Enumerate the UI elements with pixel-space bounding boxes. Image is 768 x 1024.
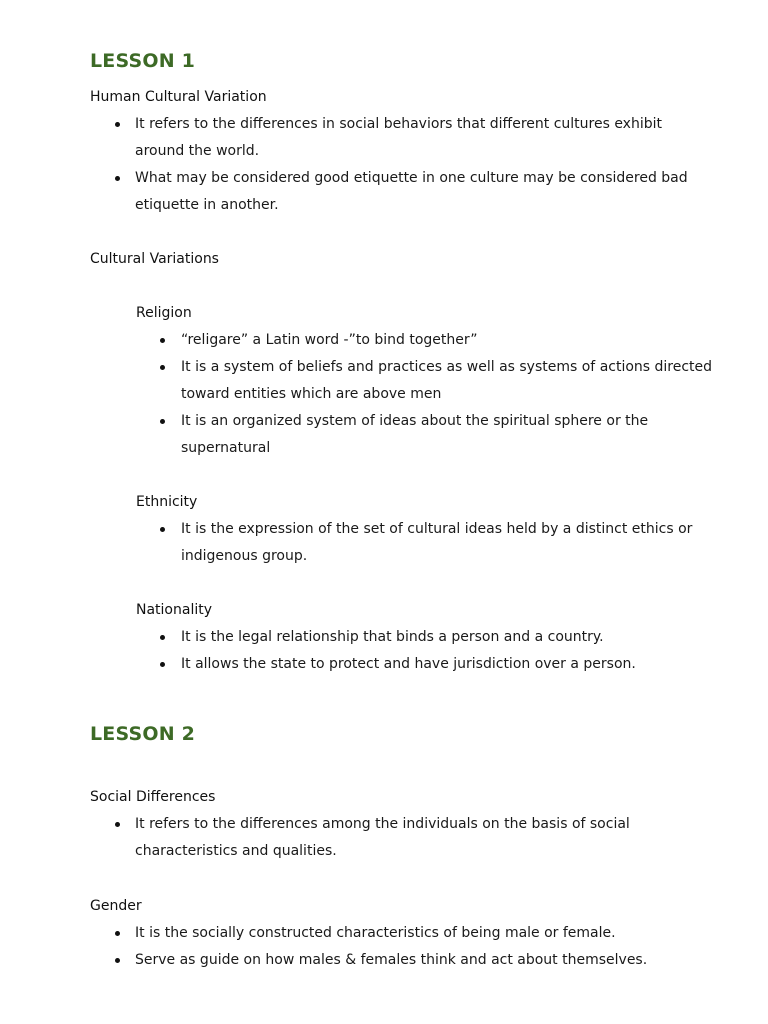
gender-heading: Gender [90,898,142,914]
social-differences-bullet-1: It refers to the differences among the individuals on the basis of social characteristics and qualities. [135,816,630,859]
religion-bullet-1: “religare” a Latin word -”to bind together” [181,332,478,348]
nationality-heading: Nationality [136,602,213,618]
religion-heading: Religion [136,305,192,321]
ethnicity-bullet-1: It is the expression of the set of cultural ideas held by a distinct ethics or indigenous group. [181,521,693,564]
bullet-icon [115,122,120,127]
bullet-icon [160,419,165,424]
social-differences-heading: Social Differences [90,789,216,805]
religion-bullet-3: It is an organized system of ideas about the spiritual sphere or the supernatural [181,413,649,456]
human-cultural-variation-heading: Human Cultural Variation [90,89,267,105]
bullet-icon [115,822,120,827]
hcv-bullet-2: What may be considered good etiquette in one culture may be considered bad etiquette in another. [135,170,688,213]
bullet-icon [160,662,165,667]
ethnicity-heading: Ethnicity [136,494,198,510]
cultural-variations-heading: Cultural Variations [90,251,219,267]
lesson-2-title: LESSON 2 [90,723,196,745]
religion-bullet-2: It is a system of beliefs and practices as well as systems of actions directed toward entities which are above men [181,359,713,402]
lesson-1-title: LESSON 1 [90,50,196,72]
bullet-icon [115,931,120,936]
gender-bullet-2: Serve as guide on how males & females think and act about themselves. [135,952,648,968]
hcv-bullet-1: It refers to the differences in social behaviors that different cultures exhibit around the world. [135,116,662,159]
bullet-icon [160,527,165,532]
bullet-icon [160,635,165,640]
nationality-bullet-1: It is the legal relationship that binds a person and a country. [181,629,604,645]
gender-bullet-1: It is the socially constructed characteristics of being male or female. [135,925,616,941]
nationality-bullet-2: It allows the state to protect and have jurisdiction over a person. [181,656,636,672]
bullet-icon [160,338,165,343]
bullet-icon [115,958,120,963]
bullet-icon [160,365,165,370]
bullet-icon [115,176,120,181]
